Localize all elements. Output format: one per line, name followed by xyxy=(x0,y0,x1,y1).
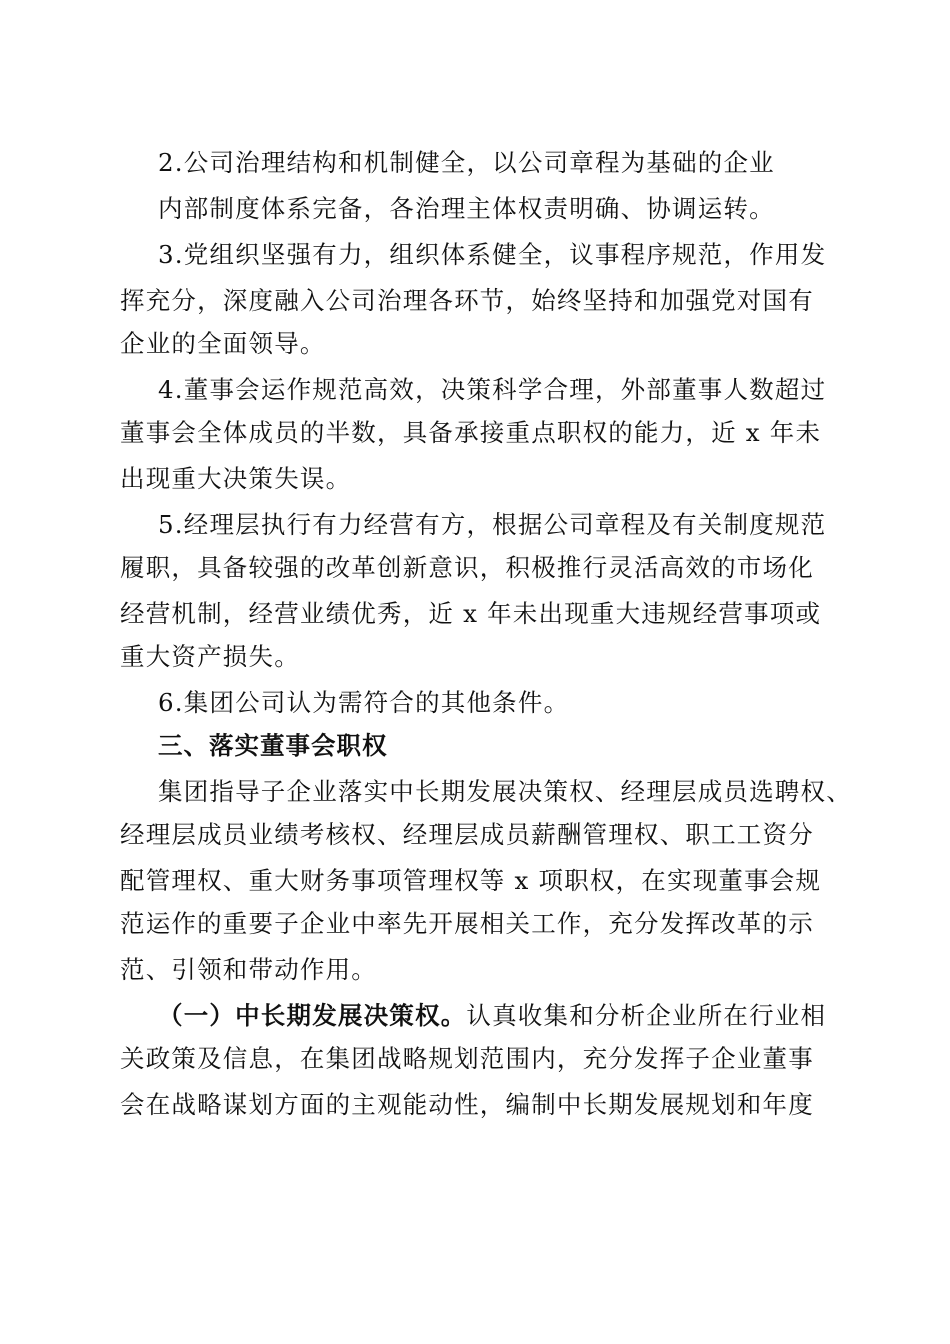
paragraph-line: 董事会全体成员的半数，具备承接重点职权的能力，近 x 年未 xyxy=(120,418,822,447)
paragraph-line xyxy=(158,998,878,1034)
paragraph-line: 范、引领和带动作用。 xyxy=(120,955,377,984)
paragraph-line: 3.党组织坚强有力，组织体系健全，议事程序规范，作用发 xyxy=(158,240,827,269)
paragraph-line: 6.集团公司认为需符合的其他条件。 xyxy=(158,688,570,717)
subsection-heading: （一）中长期发展决策权。 xyxy=(158,1001,467,1030)
paragraph-line: 范运作的重要子企业中率先开展相关工作，充分发挥改革的示 xyxy=(120,909,814,938)
paragraph-line: 关政策及信息，在集团战略规划范围内，充分发挥子企业董事 xyxy=(120,1044,814,1073)
paragraph-line: 5.经理层执行有力经营有方，根据公司章程及有关制度规范 xyxy=(158,510,827,539)
paragraph-line: 出现重大决策失误。 xyxy=(120,464,352,493)
section-heading: 三、落实董事会职权 xyxy=(158,731,388,760)
paragraph-line: 重大资产损失。 xyxy=(120,642,300,671)
paragraph-line: 经营机制，经营业绩优秀，近 x 年未出现重大违规经营事项或 xyxy=(120,599,822,628)
paragraph-line: 4.董事会运作规范高效，决策科学合理，外部董事人数超过 xyxy=(158,375,827,404)
paragraph-line: 内部制度体系完备，各治理主体权责明确、协调运转。 xyxy=(158,194,775,223)
paragraph-line: 会在战略谋划方面的主观能动性，编制中长期发展规划和年度 xyxy=(120,1090,814,1119)
paragraph-line: 配管理权、重大财务事项管理权等 x 项职权，在实现董事会规 xyxy=(120,866,822,895)
paragraph-line: 2.公司治理结构和机制健全，以公司章程为基础的企业 xyxy=(158,148,775,177)
paragraph-line: 集团指导子企业落实中长期发展决策权、经理层成员选聘权、 xyxy=(158,777,852,806)
paragraph-line: 履职，具备较强的改革创新意识，积极推行灵活高效的市场化 xyxy=(120,553,814,582)
paragraph-line: 经理层成员业绩考核权、经理层成员薪酬管理权、职工工资分 xyxy=(120,820,814,849)
paragraph-line: 企业的全面领导。 xyxy=(120,329,326,358)
paragraph-text: 认真收集和分析企业所在行业相 xyxy=(466,1001,827,1030)
paragraph-line: 挥充分，深度融入公司治理各环节，始终坚持和加强党对国有 xyxy=(120,286,814,315)
